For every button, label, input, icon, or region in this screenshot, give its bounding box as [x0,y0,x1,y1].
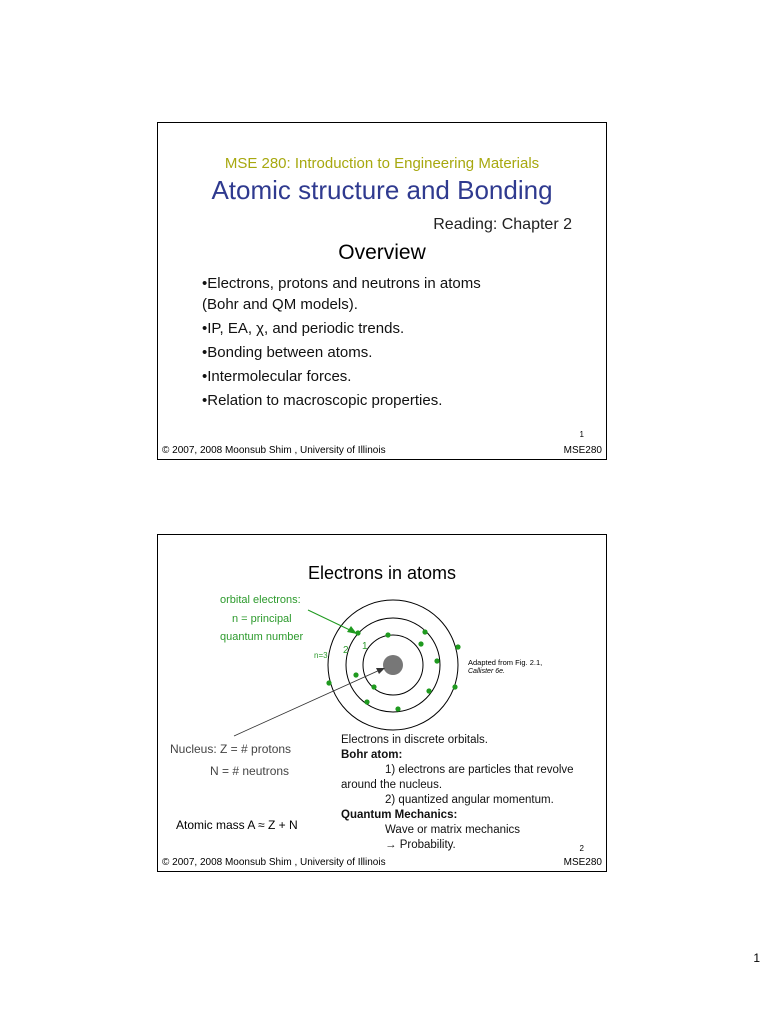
nucleus-arrow [234,669,382,736]
electron [426,688,431,693]
atomic-mass-label: Atomic mass A ≈ Z + N [176,818,298,832]
overview-list [202,273,481,414]
orbital-label-2: n = principal [232,613,292,625]
shell-label-2: 2 [343,645,349,656]
orbital-arrowhead [347,626,357,634]
bohr-point-1: 1) electrons are particles that revolve [385,764,574,776]
bohr-heading: Bohr atom: [341,749,403,761]
nucleus [383,655,403,675]
slide-number: 1 [579,430,584,439]
neutrons-label: N = # neutrons [210,764,290,778]
electron [418,641,423,646]
qm-heading: Quantum Mechanics: [341,809,458,821]
orbital-label-3: quantum number [220,631,304,643]
electron [452,684,457,689]
slide-1 [157,122,607,460]
shell-label-1: 1 [362,641,368,652]
electron [353,672,358,677]
figure-source: Adapted from Fig. 2.1, [468,658,543,667]
orbital-arrow [308,610,354,632]
desc-line: Electrons in discrete orbitals. [341,734,489,746]
electron [364,699,369,704]
electron [455,644,460,649]
copyright: © 2007, 2008 Moonsub Shim , University of Illinois [162,445,386,456]
slide-title: Electrons in atoms [307,563,457,583]
course-code: MSE280 [563,445,602,456]
bullet-1-cont: (Bohr and QM models). [202,296,358,313]
nucleus-label: Nucleus: Z = # protons [170,742,292,756]
qm-point-2: → Probability. [385,839,456,851]
electron [385,632,390,637]
course-title: MSE 280: Introduction to Engineering Materials [224,155,540,172]
shell-label-3: n=3 [314,651,328,660]
copyright: © 2007, 2008 Moonsub Shim , University of Illinois [162,857,386,868]
electron [434,658,439,663]
figure-source-book: Callister 6e. [468,668,505,675]
bullet-2: •IP, EA, χ, and periodic trends. [202,320,405,337]
overview-heading: Overview [338,241,426,264]
bullet-5: •Relation to macroscopic properties. [202,392,443,409]
reading-note: Reading: Chapter 2 [433,216,572,233]
bohr-point-2: 2) quantized angular momentum. [385,794,554,806]
bullet-4: •Intermolecular forces. [202,368,352,385]
slide-number: 2 [579,844,584,853]
electron [422,629,427,634]
orbital-label-1: orbital electrons: [220,594,301,606]
slide-title: Atomic structure and Bonding [211,175,553,205]
course-code: MSE280 [563,857,602,868]
electron [326,680,331,685]
page-number: 1 [753,951,760,965]
slide-2 [157,534,607,872]
atom-description [341,733,574,853]
bohr-point-1-cont: around the nucleus. [341,779,443,791]
electron [371,684,376,689]
bullet-1: •Electrons, protons and neutrons in atoms [202,275,481,292]
bullet-3: •Bonding between atoms. [202,344,373,361]
qm-point-1: Wave or matrix mechanics [385,824,521,836]
electron [395,706,400,711]
